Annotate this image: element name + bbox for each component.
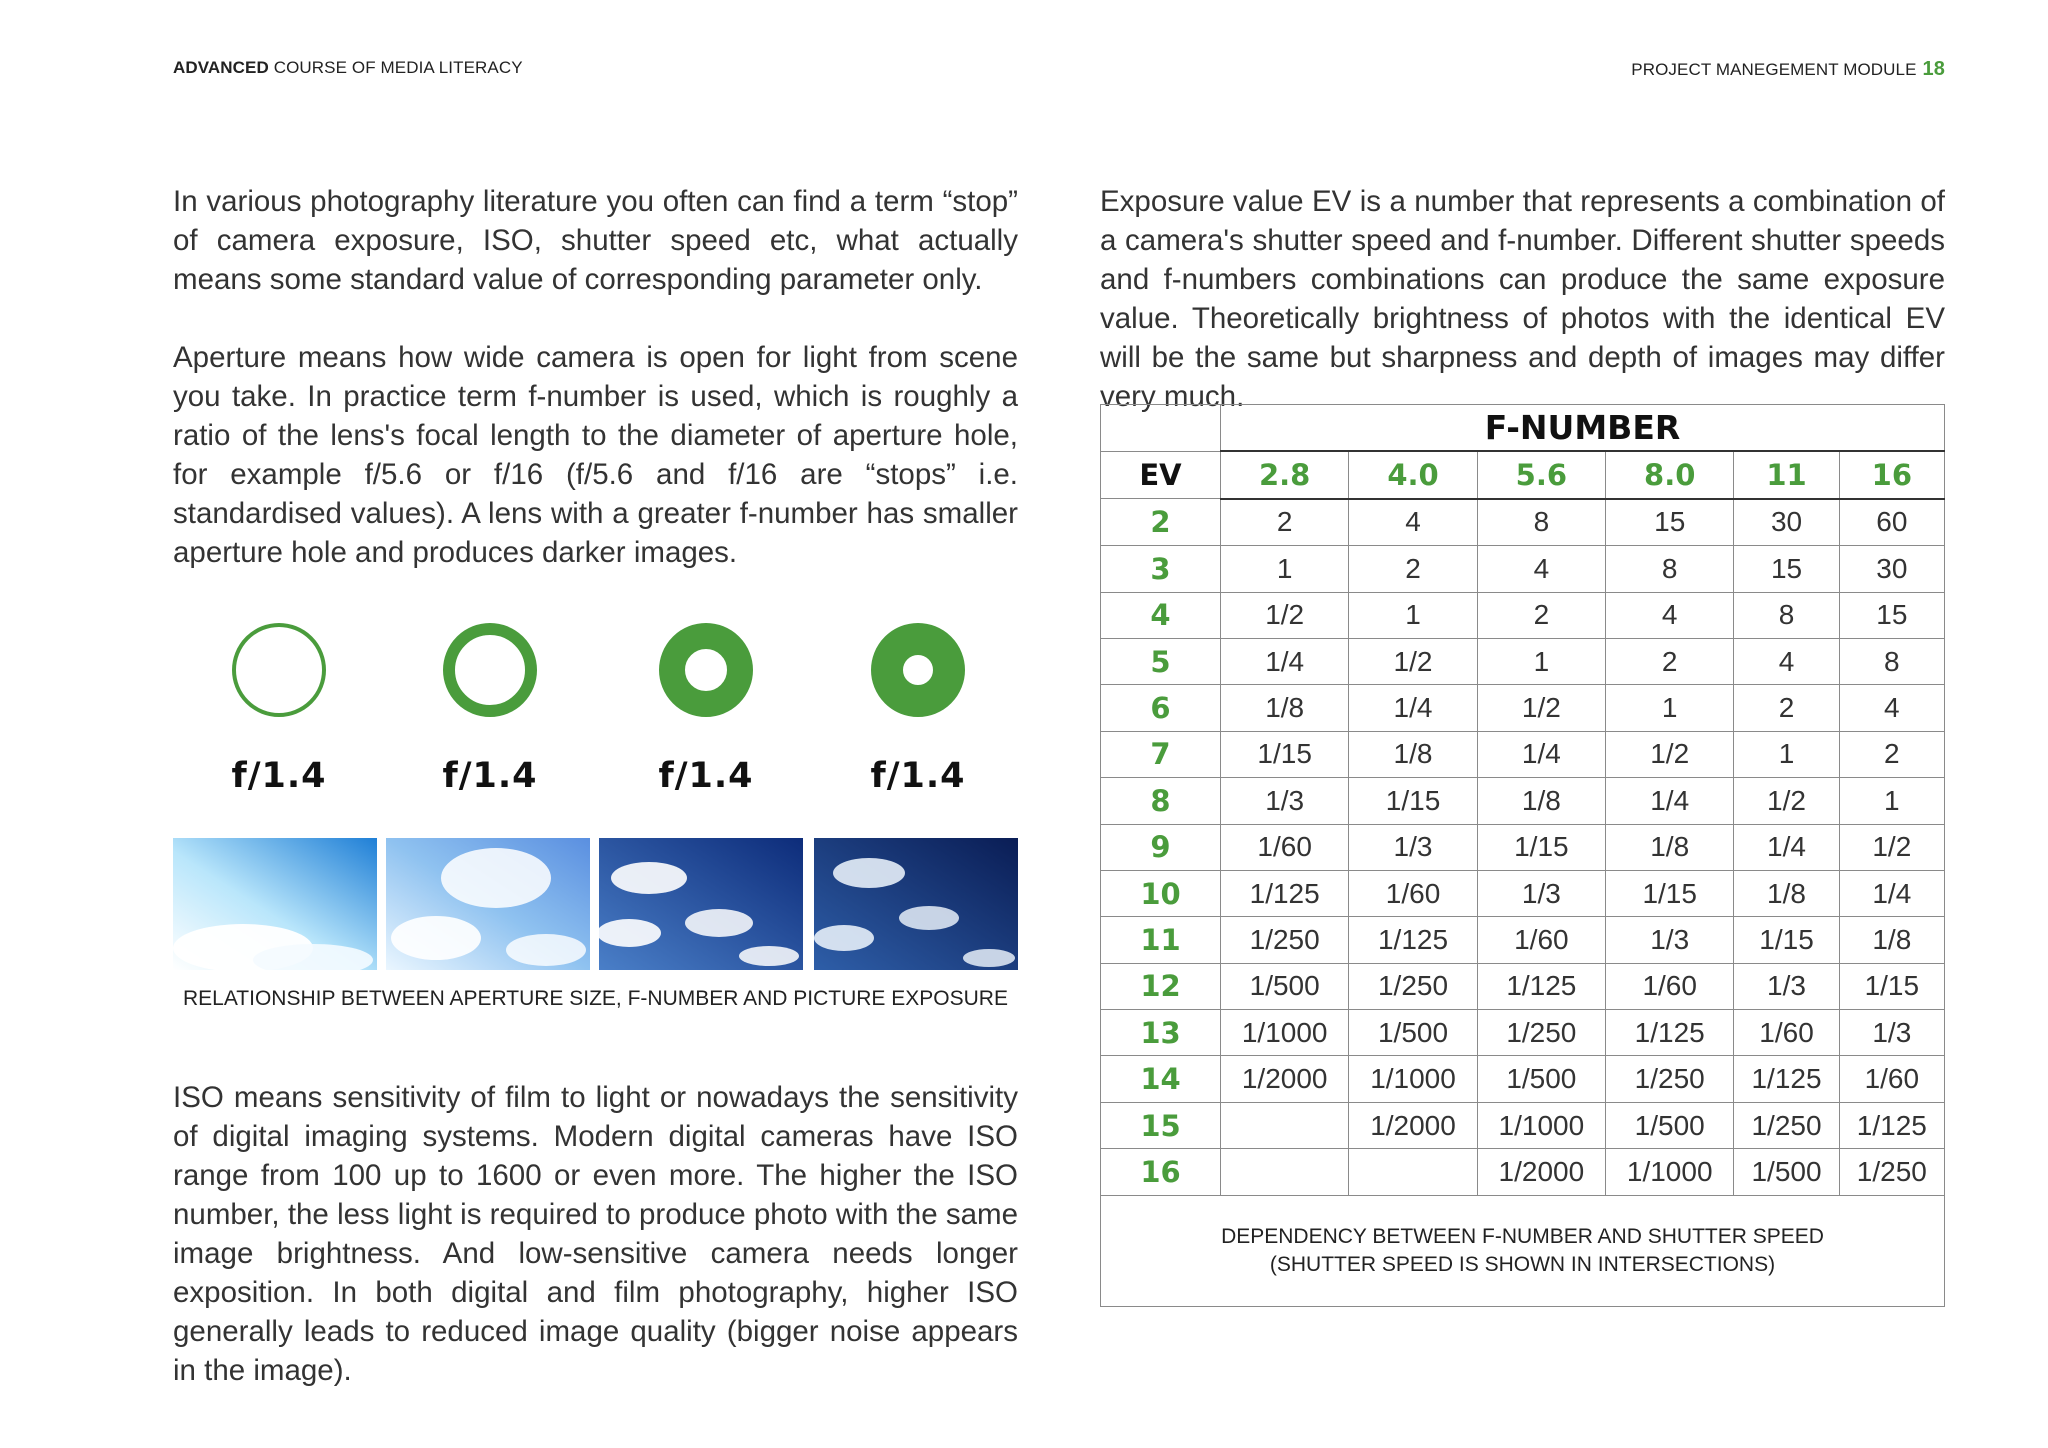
shutter-speed-cell: 1/250 [1734,1102,1839,1148]
paragraph-aperture: Aperture means how wide camera is open for light from scene you take. In practice term f-number is used, which is roughly a ratio of the lens's focal length to the diameter of aperture hole, for example f/5.6 or f/16 (f/5.6 and f/16 are “stops” i.e. standardised values). A lens with a greater f-number has smaller aperture hole and produces darker images. [173,341,1018,569]
table-row [1101,731,1945,777]
shutter-speed-cell: 1/8 [1839,917,1944,963]
shutter-speed-cell: 1/250 [1606,1056,1734,1102]
ev-cell: 16 [1101,1149,1221,1195]
shutter-speed-cell: 1/3 [1606,917,1734,963]
ev-cell: 13 [1101,1010,1221,1056]
ev-cell: 8 [1101,778,1221,824]
shutter-speed-cell: 1/2 [1349,638,1477,684]
aperture-item [828,620,1008,796]
table-row [1101,499,1945,546]
fnumber-header: 4.0 [1349,451,1477,498]
shutter-speed-cell: 1/8 [1477,778,1605,824]
shutter-speed-cell: 1 [1349,592,1477,638]
shutter-speed-cell: 1/2000 [1477,1149,1605,1195]
table-row [1101,592,1945,638]
shutter-speed-cell: 1/15 [1221,731,1349,777]
table-row [1101,870,1945,916]
shutter-speed-cell: 1/15 [1734,917,1839,963]
shutter-speed-cell: 1/3 [1221,778,1349,824]
shutter-speed-cell: 8 [1734,592,1839,638]
table-header-row [1101,451,1945,498]
shutter-speed-cell: 1/4 [1221,638,1349,684]
fnumber-header: 5.6 [1477,451,1605,498]
shutter-speed-cell: 4 [1734,638,1839,684]
shutter-speed-cell: 1/500 [1477,1056,1605,1102]
ev-shutter-table [1100,404,1945,1307]
fnumber-label: f/1.4 [870,756,966,796]
shutter-speed-cell: 1/125 [1606,1010,1734,1056]
shutter-speed-cell: 1/500 [1734,1149,1839,1195]
ev-cell: 15 [1101,1102,1221,1148]
table-caption-row [1101,1195,1945,1306]
shutter-speed-cell: 1/1000 [1606,1149,1734,1195]
aperture-ring-icon [440,620,540,720]
shutter-speed-cell: 2 [1734,685,1839,731]
shutter-speed-cell: 1/1000 [1221,1010,1349,1056]
shutter-speed-cell: 1/250 [1839,1149,1944,1195]
ev-cell: 2 [1101,499,1221,546]
shutter-speed-cell: 1/500 [1221,963,1349,1009]
page-number: 18 [1922,58,1945,80]
shutter-speed-cell: 15 [1606,499,1734,546]
sky-photo [599,838,803,970]
shutter-speed-cell: 1 [1734,731,1839,777]
table-row [1101,1056,1945,1102]
shutter-speed-cell: 1/4 [1734,824,1839,870]
table-row [1101,824,1945,870]
running-header-right [1631,58,1945,81]
fnumber-label: f/1.4 [231,756,327,796]
shutter-speed-cell: 1/15 [1477,824,1605,870]
shutter-speed-cell: 1/250 [1477,1010,1605,1056]
table-row [1101,685,1945,731]
shutter-speed-cell [1349,1149,1477,1195]
aperture-figure [173,620,1018,820]
running-header-left [173,58,523,78]
shutter-speed-cell: 1/125 [1349,917,1477,963]
aperture-item [616,620,796,796]
shutter-speed-cell: 15 [1734,546,1839,592]
aperture-ring-icon [656,620,756,720]
shutter-speed-cell: 8 [1839,638,1944,684]
fnumber-header: 2.8 [1221,451,1349,498]
shutter-speed-cell: 2 [1221,499,1349,546]
shutter-speed-cell: 1/4 [1606,778,1734,824]
ev-cell: 4 [1101,592,1221,638]
ev-cell: 14 [1101,1056,1221,1102]
sky-photo [814,838,1018,970]
shutter-speed-cell: 1/3 [1839,1010,1944,1056]
shutter-speed-cell: 2 [1477,592,1605,638]
aperture-ring-icon [868,620,968,720]
shutter-speed-cell: 4 [1606,592,1734,638]
shutter-speed-cell: 8 [1606,546,1734,592]
fnumber-header: 11 [1734,451,1839,498]
shutter-speed-cell: 1/60 [1349,870,1477,916]
shutter-speed-cell: 1/125 [1734,1056,1839,1102]
shutter-speed-cell: 2 [1839,731,1944,777]
shutter-speed-cell: 1/15 [1349,778,1477,824]
shutter-speed-cell: 1/2000 [1221,1056,1349,1102]
table-row [1101,546,1945,592]
shutter-speed-cell: 4 [1477,546,1605,592]
aperture-ring-icon [229,620,329,720]
ev-cell: 3 [1101,546,1221,592]
fnumber-title: F-NUMBER [1221,405,1945,452]
shutter-speed-cell: 30 [1839,546,1944,592]
shutter-speed-cell: 1/2 [1606,731,1734,777]
shutter-speed-cell: 1/250 [1221,917,1349,963]
ev-cell: 6 [1101,685,1221,731]
shutter-speed-cell: 1/1000 [1349,1056,1477,1102]
shutter-speed-cell: 1/250 [1349,963,1477,1009]
shutter-speed-cell: 8 [1477,499,1605,546]
table-title-row [1101,405,1945,452]
ev-cell: 11 [1101,917,1221,963]
shutter-speed-cell: 1/60 [1606,963,1734,1009]
shutter-speed-cell: 60 [1839,499,1944,546]
shutter-speed-cell: 1/60 [1221,824,1349,870]
shutter-speed-cell: 1/125 [1221,870,1349,916]
shutter-speed-cell: 1/4 [1839,870,1944,916]
sky-photo [386,838,590,970]
table-row [1101,1010,1945,1056]
aperture-item [189,620,369,796]
ev-cell: 10 [1101,870,1221,916]
shutter-speed-cell: 1/8 [1221,685,1349,731]
header-course: COURSE OF MEDIA LITERACY [273,58,523,77]
shutter-speed-cell: 1/2 [1839,824,1944,870]
shutter-speed-cell: 1/3 [1349,824,1477,870]
shutter-speed-cell: 1/8 [1734,870,1839,916]
aperture-figure-caption: RELATIONSHIP BETWEEN APERTURE SIZE, F-NUMBER AND PICTURE EXPOSURE [183,987,1008,1010]
fnumber-header: 16 [1839,451,1944,498]
header-bold: ADVANCED [173,58,269,77]
paragraph-ev: Exposure value EV is a number that represents a combination of a camera's shutter speed and f-number. Different shutter speeds and f-numbers combinations can produce the same exposure value. Theoretically brightness of photos with the identical EV will be the same but sharpness and depth of images may differ very much. [1100,185,1945,413]
shutter-speed-cell: 15 [1839,592,1944,638]
ev-cell: 5 [1101,638,1221,684]
table-row [1101,638,1945,684]
shutter-speed-cell: 4 [1839,685,1944,731]
shutter-speed-cell: 4 [1349,499,1477,546]
shutter-speed-cell: 1/4 [1349,685,1477,731]
table-row [1101,917,1945,963]
shutter-speed-cell: 1/15 [1839,963,1944,1009]
shutter-speed-cell: 2 [1349,546,1477,592]
shutter-speed-cell: 1/15 [1606,870,1734,916]
shutter-speed-cell: 1/3 [1734,963,1839,1009]
shutter-speed-cell: 1/2 [1477,685,1605,731]
shutter-speed-cell: 1/2000 [1349,1102,1477,1148]
shutter-speed-cell: 1/60 [1734,1010,1839,1056]
ev-cell: 12 [1101,963,1221,1009]
shutter-speed-cell: 1/500 [1606,1102,1734,1148]
header-module: PROJECT MANEGEMENT MODULE [1631,60,1917,79]
shutter-speed-cell: 1/125 [1839,1102,1944,1148]
sky-photo [173,838,377,970]
table-caption-line: DEPENDENCY BETWEEN F-NUMBER AND SHUTTER SPEED [1221,1224,1824,1248]
table-caption [1101,1195,1945,1306]
shutter-speed-cell: 30 [1734,499,1839,546]
exposure-photo-strip [173,838,1018,970]
shutter-speed-cell: 1 [1221,546,1349,592]
table-caption-line: (SHUTTER SPEED IS SHOWN IN INTERSECTIONS) [1269,1252,1776,1276]
shutter-speed-cell: 1 [1606,685,1734,731]
ev-cell: 9 [1101,824,1221,870]
fnumber-label: f/1.4 [442,756,538,796]
ev-header: EV [1101,451,1221,498]
shutter-speed-cell: 1/500 [1349,1010,1477,1056]
table-row [1101,1149,1945,1195]
fnumber-header: 8.0 [1606,451,1734,498]
shutter-speed-cell: 1/2 [1734,778,1839,824]
shutter-speed-cell: 2 [1606,638,1734,684]
shutter-speed-cell: 1/60 [1477,917,1605,963]
shutter-speed-cell: 1/4 [1477,731,1605,777]
shutter-speed-cell: 1/8 [1606,824,1734,870]
shutter-speed-cell: 1/2 [1221,592,1349,638]
shutter-speed-cell: 1/125 [1477,963,1605,1009]
shutter-speed-cell [1221,1102,1349,1148]
paragraph-stop: In various photography literature you often can find a term “stop” of camera exposure, ISO, shutter speed etc, what actually means some standard value of corresponding parameter only. [173,185,1018,296]
fnumber-label: f/1.4 [658,756,754,796]
table-row [1101,778,1945,824]
shutter-speed-cell: 1/8 [1349,731,1477,777]
shutter-speed-cell: 1/1000 [1477,1102,1605,1148]
table-corner-cell [1101,405,1221,452]
shutter-speed-cell: 1/3 [1477,870,1605,916]
ev-cell: 7 [1101,731,1221,777]
paragraph-iso: ISO means sensitivity of film to light or nowadays the sensitivity of digital imaging systems. Modern digital cameras have ISO range from 100 up to 1600 or even more. The higher the ISO number, the less light is required to produce photo with the same image brightness. And low-sensitive camera needs longer exposition. In both digital and film photography, higher ISO generally leads to reduced image quality (bigger noise appears in the image). [173,1081,1018,1387]
shutter-speed-cell: 1 [1839,778,1944,824]
table-row [1101,1102,1945,1148]
shutter-speed-cell: 1/60 [1839,1056,1944,1102]
shutter-speed-cell: 1 [1477,638,1605,684]
aperture-item [400,620,580,796]
table-row [1101,963,1945,1009]
shutter-speed-cell [1221,1149,1349,1195]
